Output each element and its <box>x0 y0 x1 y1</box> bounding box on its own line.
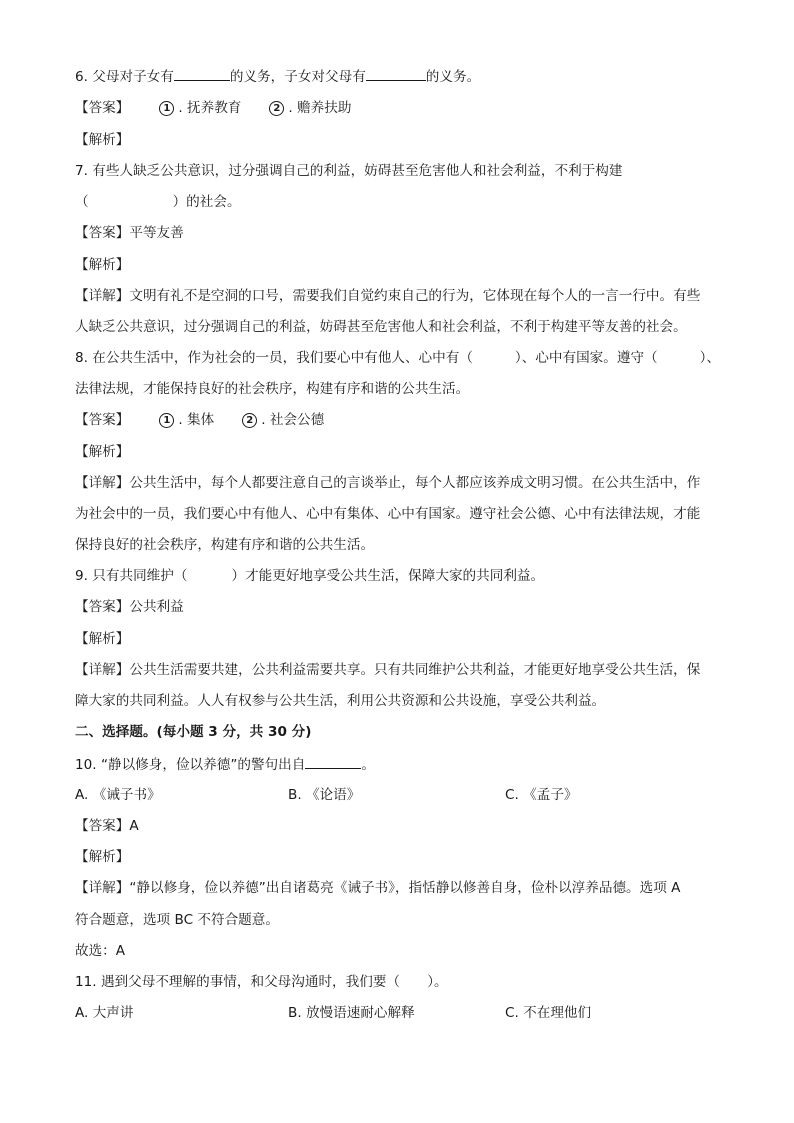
q11-option-b: B. 放慢语速耐心解释 <box>288 1005 415 1021</box>
q8-text-c: ）、 <box>699 350 721 366</box>
q10-detail-text-1: “静以修身，俭以养德”出自诸葛亮《诫子书》，指恬静以修善自身，俭朴以淳养品德。选项 A <box>129 880 681 896</box>
q6-analysis <box>75 130 742 150</box>
q6-text-part2: 的义务，子女对父母有 <box>229 69 366 85</box>
q10-detail-line-1 <box>75 878 742 898</box>
q8-detail-text-1: 公共生活中，每个人都要注意自己的言谈举止，每个人都应该养成文明习惯。在公共生活中，作 <box>129 475 701 491</box>
q9-detail-text-1: 公共生活需要共建，公共利益需要共享。只有共同维护公共利益，才能更好地享受公共生活，保 <box>129 662 701 678</box>
answer-label: 【答案】 <box>75 225 130 241</box>
question-9 <box>75 566 742 586</box>
q9-detail-line-2: 障大家的共同利益。人人有权参与公共生活，利用公共资源和公共设施，享受公共利益。 <box>75 693 606 709</box>
answer-label: 【答案】 <box>75 599 130 615</box>
circled-number-2: 2 <box>242 413 257 428</box>
q8-text-b: ）、心中有国家。遵守（ <box>514 350 658 366</box>
q10-detail-line-2: 符合题意，选项 BC 不符合题意。 <box>75 912 279 928</box>
circled-number-1: 1 <box>159 101 174 116</box>
q8-answer <box>75 410 742 430</box>
q9-text-part2: ）才能更好地享受公共生活，保障大家的共同利益。 <box>231 568 545 584</box>
analysis-label: 【解析】 <box>75 257 130 273</box>
q10-text-part2: 。 <box>361 757 375 773</box>
q9-detail-line-1 <box>75 660 742 680</box>
q10-blank <box>305 754 361 769</box>
question-10 <box>75 754 742 775</box>
q9-analysis <box>75 629 742 649</box>
answer-label: 【答案】 <box>75 412 130 428</box>
question-6 <box>75 66 742 87</box>
q10-choice-value: A <box>115 943 126 959</box>
question-7-line-2 <box>75 192 742 212</box>
detail-label: 【详解】 <box>75 475 130 491</box>
q6-blank-2 <box>366 66 426 81</box>
q7-analysis <box>75 255 742 275</box>
analysis-label: 【解析】 <box>75 444 130 460</box>
q10-choice <box>75 941 742 961</box>
q8-detail-line-1 <box>75 473 742 493</box>
q9-answer-text: 公共利益 <box>129 599 184 615</box>
q7-detail-text-1: 文明有礼不是空洞的口号，需要我们自觉约束自己的行为，它体现在每个人的一言一行中。有些 <box>129 288 701 304</box>
q11-option-a: A. 大声讲 <box>75 1005 134 1021</box>
q10-text-part1: 10. “静以修身，俭以养德”的警句出自 <box>75 757 306 773</box>
q10-analysis <box>75 847 742 867</box>
analysis-label: 【解析】 <box>75 631 130 647</box>
q6-text-part3: 的义务。 <box>425 69 481 85</box>
answer-label: 【答案】 <box>75 818 130 834</box>
q6-answer <box>75 98 742 118</box>
q8-text-a: 8. 在公共生活中，作为社会的一员，我们要心中有他人、心中有（ <box>75 350 473 366</box>
q7-detail-line-2: 人缺乏公共意识，过分强调自己的利益，妨碍甚至危害他人和社会利益，不利于构建平等友善的社会。 <box>75 319 687 335</box>
answer-label: 【答案】 <box>75 100 130 116</box>
analysis-label: 【解析】 <box>75 132 130 148</box>
q8-detail-line-2: 为社会中的一员，我们要心中有他人、心中有集体、心中有国家。遵守社会公德、心中有法律法规，才能 <box>75 506 701 522</box>
circled-number-1: 1 <box>159 413 174 428</box>
q6-answer-1: . 抚养教育 <box>178 100 242 116</box>
q9-answer <box>75 597 742 617</box>
q7-answer-text: 平等友善 <box>129 225 184 241</box>
q6-answer-2: . 赡养扶助 <box>288 100 352 116</box>
choice-label: 故选： <box>75 943 116 959</box>
section-heading: 二、选择题。(每小题 3 分，共 30 分) <box>75 724 312 740</box>
circled-number-2: 2 <box>269 101 284 116</box>
q10-option-a: A. 《诫子书》 <box>75 787 161 803</box>
q10-option-b: B. 《论语》 <box>288 787 361 803</box>
q10-answer-text: A <box>129 818 139 834</box>
q7-open-paren: （ <box>75 194 89 210</box>
question-11: 11. 遇到父母不理解的事情，和父母沟通时，我们要（ ）。 <box>75 974 448 990</box>
q7-close-text: ）的社会。 <box>172 194 241 210</box>
q6-text-part1: 6. 父母对子女有 <box>75 69 174 85</box>
q6-blank-1 <box>174 66 230 81</box>
q11-option-c: C. 不在理他们 <box>505 1005 592 1021</box>
q8-answer-2: . 社会公德 <box>261 412 325 428</box>
q8-detail-line-3: 保持良好的社会秩序，构建有序和谐的公共生活。 <box>75 537 375 553</box>
q9-text-part1: 9. 只有共同维护（ <box>75 568 188 584</box>
q10-answer <box>75 816 742 836</box>
q10-option-c: C. 《孟子》 <box>505 787 578 803</box>
q7-detail-line-1 <box>75 286 742 306</box>
detail-label: 【详解】 <box>75 288 130 304</box>
detail-label: 【详解】 <box>75 880 130 896</box>
q7-answer <box>75 223 742 243</box>
detail-label: 【详解】 <box>75 662 130 678</box>
q8-answer-1: . 集体 <box>178 412 215 428</box>
question-8-line-1 <box>75 348 742 368</box>
q8-analysis <box>75 442 742 462</box>
question-7-line-1: 7. 有些人缺乏公共意识，过分强调自己的利益，妨碍甚至危害他人和社会利益，不利于构建 <box>75 163 623 179</box>
question-8-line-2: 法律法规，才能保持良好的社会秩序，构建有序和谐的公共生活。 <box>75 381 470 397</box>
analysis-label: 【解析】 <box>75 849 130 865</box>
